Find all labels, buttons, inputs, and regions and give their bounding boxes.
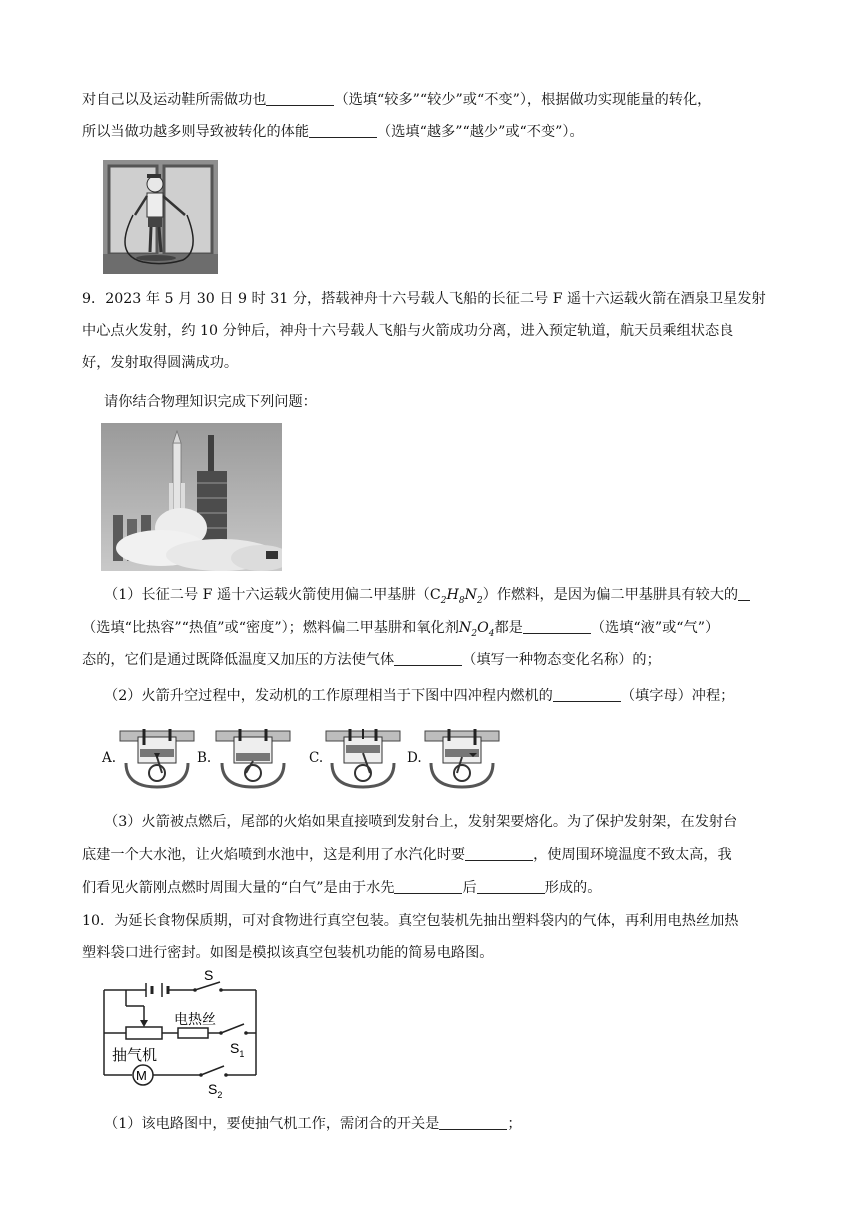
q10-intro-1: 10．为延长食物保质期，可对食物进行真空包装。真空包装机先抽出塑料袋内的气体，再利用电热丝加热 (82, 913, 739, 929)
answer-blank[interactable] (266, 91, 334, 106)
answer-blank[interactable] (477, 879, 545, 894)
formula-n2o4 (458, 620, 495, 639)
formula-subscript: 2 (471, 628, 478, 639)
q9-intro-3: 好，发射取得圆满成功。 (82, 355, 239, 371)
q9-prompt: 请你结合物理知识完成下列问题： (104, 394, 317, 410)
formula-subscript: 2 (440, 595, 447, 606)
formula-subscript: 8 (458, 595, 465, 606)
engine-diagram-a[interactable] (118, 727, 196, 789)
option-label-b[interactable]: B. (197, 750, 212, 766)
answer-blank[interactable] (439, 1115, 507, 1130)
rocket-launch-photo (101, 423, 282, 571)
label-switch-s1: $S_1$ (230, 1040, 245, 1059)
q8-text: （选填“越多”“越少”或“不变”）。 (377, 124, 584, 140)
answer-blank[interactable] (309, 123, 377, 138)
q8-text: （选填“较多”“较少”或“不变”），根据做功实现能量的转化， (334, 92, 712, 108)
option-label-c[interactable]: C. (309, 750, 324, 766)
formula-symbol: N (458, 620, 472, 636)
answer-blank[interactable] (523, 619, 591, 634)
formula-subscript: 2 (476, 595, 483, 606)
label-switch-s: S (204, 970, 214, 983)
engine-diagram-d[interactable] (423, 727, 501, 789)
q9-text: 们看见火箭刚点燃时周围大量的“白气”是由于水先 (82, 880, 395, 896)
formula-symbol: C (429, 587, 441, 603)
q9-text: ，使周围环境温度不致太高，我 (533, 847, 732, 863)
q9-text: 态的，它们是通过既降低温度又加压的方法使气体 (82, 652, 395, 668)
engine-diagram-b[interactable] (214, 727, 292, 789)
q8-text: 对自己以及运动鞋所需做功也 (82, 92, 267, 108)
answer-blank[interactable] (394, 879, 462, 894)
jump-rope-figure (103, 160, 218, 274)
answer-blank[interactable] (553, 687, 621, 702)
q8-line-2 (82, 122, 584, 142)
q9-text: 底建一个大水池，让火焰喷到水池中，这是利用了水汽化时要 (82, 847, 466, 863)
engine-diagram-c[interactable] (324, 727, 402, 789)
q9-part1-line-1 (104, 585, 750, 611)
q10-text: ； (507, 1116, 522, 1132)
q9-part1-line-2 (82, 618, 719, 644)
label-motor: M (136, 1068, 147, 1083)
rheostat-icon (126, 1027, 162, 1039)
answer-blank[interactable] (394, 651, 462, 666)
q9-text: （选填“液”或“气”） (590, 620, 720, 636)
label-switch-s2: $S_2$ (208, 1081, 223, 1100)
q9-part2 (104, 686, 734, 706)
q9-text: （1）长征二号 F 遥十六运载火箭使用偏二甲基肼（ (104, 587, 430, 603)
q9-intro-1: 9．2023 年 5 月 30 日 9 时 31 分，搭载神舟十六号载人飞船的长征二号 F 遥十六运载火箭在酒泉卫星发射 (82, 291, 766, 307)
q9-text: （选填“比热容”“热值”或“密度”）；燃料偏二甲基肼和氧化剂 (82, 620, 459, 636)
switch-s-icon (195, 982, 220, 990)
q9-text: 形成的。 (544, 880, 602, 896)
heater-icon (178, 1028, 208, 1038)
answer-blank[interactable] (465, 846, 533, 861)
q9-text: 后 (462, 880, 477, 896)
q9-part1-line-3 (82, 650, 661, 670)
q10-text: （1）该电路图中，要使抽气机工作，需闭合的开关是 (104, 1116, 440, 1132)
q9-part3-line-3 (82, 878, 601, 898)
label-pump: 抽气机 (112, 1047, 158, 1064)
formula-symbol: H (446, 587, 459, 603)
option-label-d[interactable]: D. (407, 750, 422, 766)
formula-symbol: N (464, 587, 477, 603)
formula-symbol: O (477, 620, 489, 636)
q9-text: （填字母）冲程； (620, 688, 735, 704)
q9-text: ）作燃料，是因为偏二甲基肼具有较大的 (482, 587, 739, 603)
q8-text: 所以当做功越多则导致被转化的体能 (82, 124, 310, 140)
label-heater: 电热丝 (174, 1011, 216, 1027)
circuit-diagram (96, 970, 266, 1100)
q8-line-1 (82, 90, 711, 110)
q10-intro-2: 塑料袋口进行密封。如图是模拟该真空包装机功能的简易电路图。 (82, 945, 494, 961)
formula-c2h8n2 (429, 587, 483, 606)
q9-intro-2: 中心点火发射，约 10 分钟后，神舟十六号载人飞船与火箭成功分离，进入预定轨道，航天员乘组状态良 (82, 323, 734, 339)
q9-part3-line-2 (82, 845, 732, 865)
formula-subscript: 4 (488, 628, 495, 639)
answer-blank[interactable] (738, 586, 750, 601)
switch-s1-icon (221, 1024, 244, 1033)
q9-text: （填写一种物态变化名称）的； (462, 652, 661, 668)
switch-s2-icon (201, 1066, 224, 1075)
q10-part1 (104, 1114, 522, 1134)
q9-part3-line-1: （3）火箭被点燃后，尾部的火焰如果直接喷到发射台上，发射架要熔化。为了保护发射架，在发射台 (104, 814, 738, 830)
q9-text: （2）火箭升空过程中，发动机的工作原理相当于下图中四冲程内燃机的 (104, 688, 553, 704)
option-label-a[interactable]: A. (102, 750, 117, 766)
q9-text: 都是 (494, 620, 523, 636)
